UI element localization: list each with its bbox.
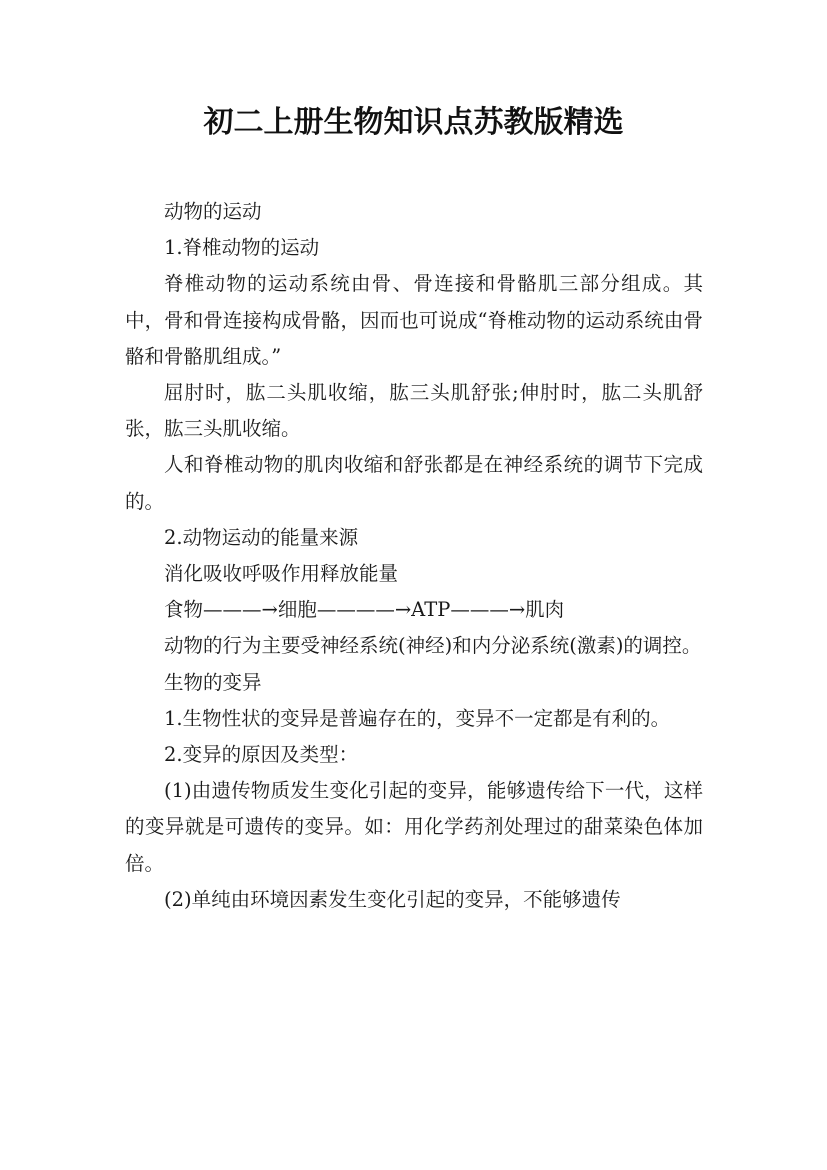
paragraph: (2)单纯由环境因素发生变化引起的变异，不能够遗传 [164, 887, 621, 911]
document-title: 初二上册生物知识点苏教版精选 [203, 105, 624, 140]
paragraph: 消化吸收呼吸作用释放能量 [164, 562, 399, 586]
paragraph: 动物的行为主要受神经系统(神经)和内分泌系统(激素)的调控。 [164, 634, 702, 658]
paragraph-section-heading: 动物的运动 [164, 200, 262, 223]
paragraph-subheading: 2.动物运动的能量来源 [164, 525, 359, 549]
paragraph-section-heading: 生物的变异 [164, 670, 262, 694]
paragraph: (1)由遗传物质发生变化引起的变异，能够遗传给下一代，这样的变异就是可遗传的变异。如：用化学药剂处理过的甜菜染色体加倍。 [125, 779, 703, 875]
paragraph: 屈肘时，肱二头肌收缩，肱三头肌舒张;伸肘时，肱二头肌舒张，肱三头肌收缩。 [125, 381, 703, 441]
paragraph: 1.生物性状的变异是普遍存在的，变异不一定都是有利的。 [164, 706, 671, 730]
paragraph: 脊椎动物的运动系统由骨、骨连接和骨骼肌三部分组成。其中，骨和骨连接构成骨骼，因而也可说成“脊椎动物的运动系统由骨骼和骨骼肌组成。” [125, 272, 703, 368]
document-body [125, 194, 703, 918]
paragraph-flow: 食物———→细胞————→ATP———→肌肉 [164, 598, 565, 622]
paragraph: 人和脊椎动物的肌肉收缩和舒张都是在神经系统的调节下完成的。 [125, 453, 703, 513]
paragraph-subheading: 2.变异的原因及类型： [164, 743, 359, 767]
paragraph-subheading: 1.脊椎动物的运动 [164, 236, 320, 260]
